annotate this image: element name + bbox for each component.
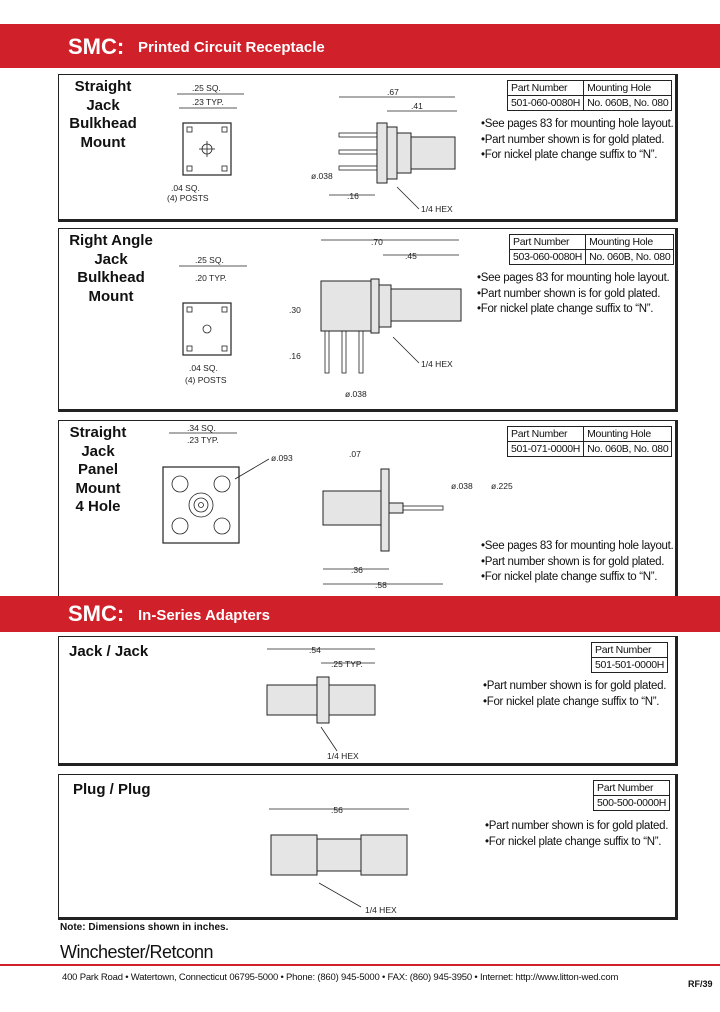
svg-text:ø.093: ø.093 [271,453,293,463]
svg-text:ø.225: ø.225 [491,481,513,491]
svg-text:.54: .54 [309,645,321,655]
svg-text:.20 TYP.: .20 TYP. [195,273,227,283]
svg-text:.67: .67 [387,87,399,97]
svg-text:.04 SQ.: .04 SQ. [171,183,200,193]
svg-text:.30: .30 [289,305,301,315]
drawing-straight-jack-bulkhead [59,75,459,223]
part-number-table: Part Number 501-501-0000H [591,642,668,673]
svg-text:.56: .56 [331,805,343,815]
notes-list: • Part number shown is for gold plated. • For nickel plate change suffix to “N”. [485,819,668,850]
section-banner-pcb [0,24,720,68]
svg-text:.23 TYP.: .23 TYP. [192,97,224,107]
svg-text:1/4 HEX: 1/4 HEX [421,359,453,369]
svg-text:(4) POSTS: (4) POSTS [185,375,227,385]
panel-straight-jack-bulkhead [58,74,678,222]
part-number-table: Part Number Mounting Hole 501-071-0000H No. 060B, No. 080 [507,426,672,457]
drawing-panel-mount [59,421,513,601]
panel-title: Straight Jack Panel Mount 4 Hole [69,424,127,515]
drawing-plug-plug [59,775,479,921]
svg-text:.41: .41 [411,101,423,111]
panel-jack-jack [58,636,678,766]
svg-text:.58: .58 [375,580,387,590]
notes-list: • Part number shown is for gold plated. • For nickel plate change suffix to “N”. [483,679,666,710]
panel-title: Straight Jack Bulkhead Mount [69,78,137,151]
svg-text:.16: .16 [347,191,359,201]
svg-text:.45: .45 [405,251,417,261]
svg-text:.04 SQ.: .04 SQ. [189,363,218,373]
dimensions-note: Note: Dimensions shown in inches. [60,922,229,933]
svg-text:.34 SQ.: .34 SQ. [187,423,216,433]
notes-list: • See pages 83 for mounting hole layout. • Part number shown is for gold plated. • For nickel plate change suffix to “N”. [481,539,673,586]
part-number-table: Part Number Mounting Hole 501-060-0080H No. 060B, No. 080 [507,80,672,111]
panel-straight-jack-panel-mount [58,420,678,600]
svg-text:1/4 HEX: 1/4 HEX [421,204,453,214]
panel-right-angle-jack-bulkhead [58,228,678,412]
panel-title: Plug / Plug [73,781,151,798]
panel-plug-plug [58,774,678,920]
panel-title: Jack / Jack [69,643,149,660]
footer-address: 400 Park Road • Watertown, Connecticut 06795-5000 • Phone: (860) 945-5000 • FAX: (860) 945-3950 • Internet: http://www.litton-wed.com [62,972,619,983]
drawing-jack-jack [59,637,479,767]
svg-text:1/4 HEX: 1/4 HEX [365,905,397,915]
svg-text:.25 SQ.: .25 SQ. [195,255,224,265]
svg-text:.70: .70 [371,237,383,247]
svg-text:.36: .36 [351,565,363,575]
page-number: RF/39 [688,979,713,989]
part-number-table: Part Number Mounting Hole 503-060-0080H No. 060B, No. 080 [509,234,674,265]
footer-divider [0,964,720,966]
banner-brand: SMC: [68,34,125,59]
svg-text:1/4 HEX: 1/4 HEX [327,751,359,761]
svg-text:.25 SQ.: .25 SQ. [192,83,221,93]
banner-subtitle: In-Series Adapters [138,607,270,624]
svg-text:ø.038: ø.038 [345,389,367,399]
banner-brand: SMC: [68,601,125,626]
svg-text:(4) POSTS: (4) POSTS [167,193,209,203]
notes-list: • See pages 83 for mounting hole layout. • Part number shown is for gold plated. • For nickel plate change suffix to “N”. [481,117,673,164]
svg-text:.23 TYP.: .23 TYP. [187,435,219,445]
banner-subtitle: Printed Circuit Receptacle [138,39,325,56]
section-banner-adapters [0,596,720,632]
svg-text:ø.038: ø.038 [311,171,333,181]
svg-text:.16: .16 [289,351,301,361]
panel-title: Right Angle Jack Bulkhead Mount [69,232,153,305]
svg-text:.07: .07 [349,449,361,459]
part-number-table: Part Number 500-500-0000H [593,780,670,811]
svg-text:.25 TYP.: .25 TYP. [331,659,363,669]
svg-text:ø.038: ø.038 [451,481,473,491]
footer-brand: Winchester/Retconn [60,942,214,962]
drawing-right-angle-jack [59,229,479,413]
notes-list: • See pages 83 for mounting hole layout. • Part number shown is for gold plated. • For nickel plate change suffix to “N”. [477,271,669,318]
